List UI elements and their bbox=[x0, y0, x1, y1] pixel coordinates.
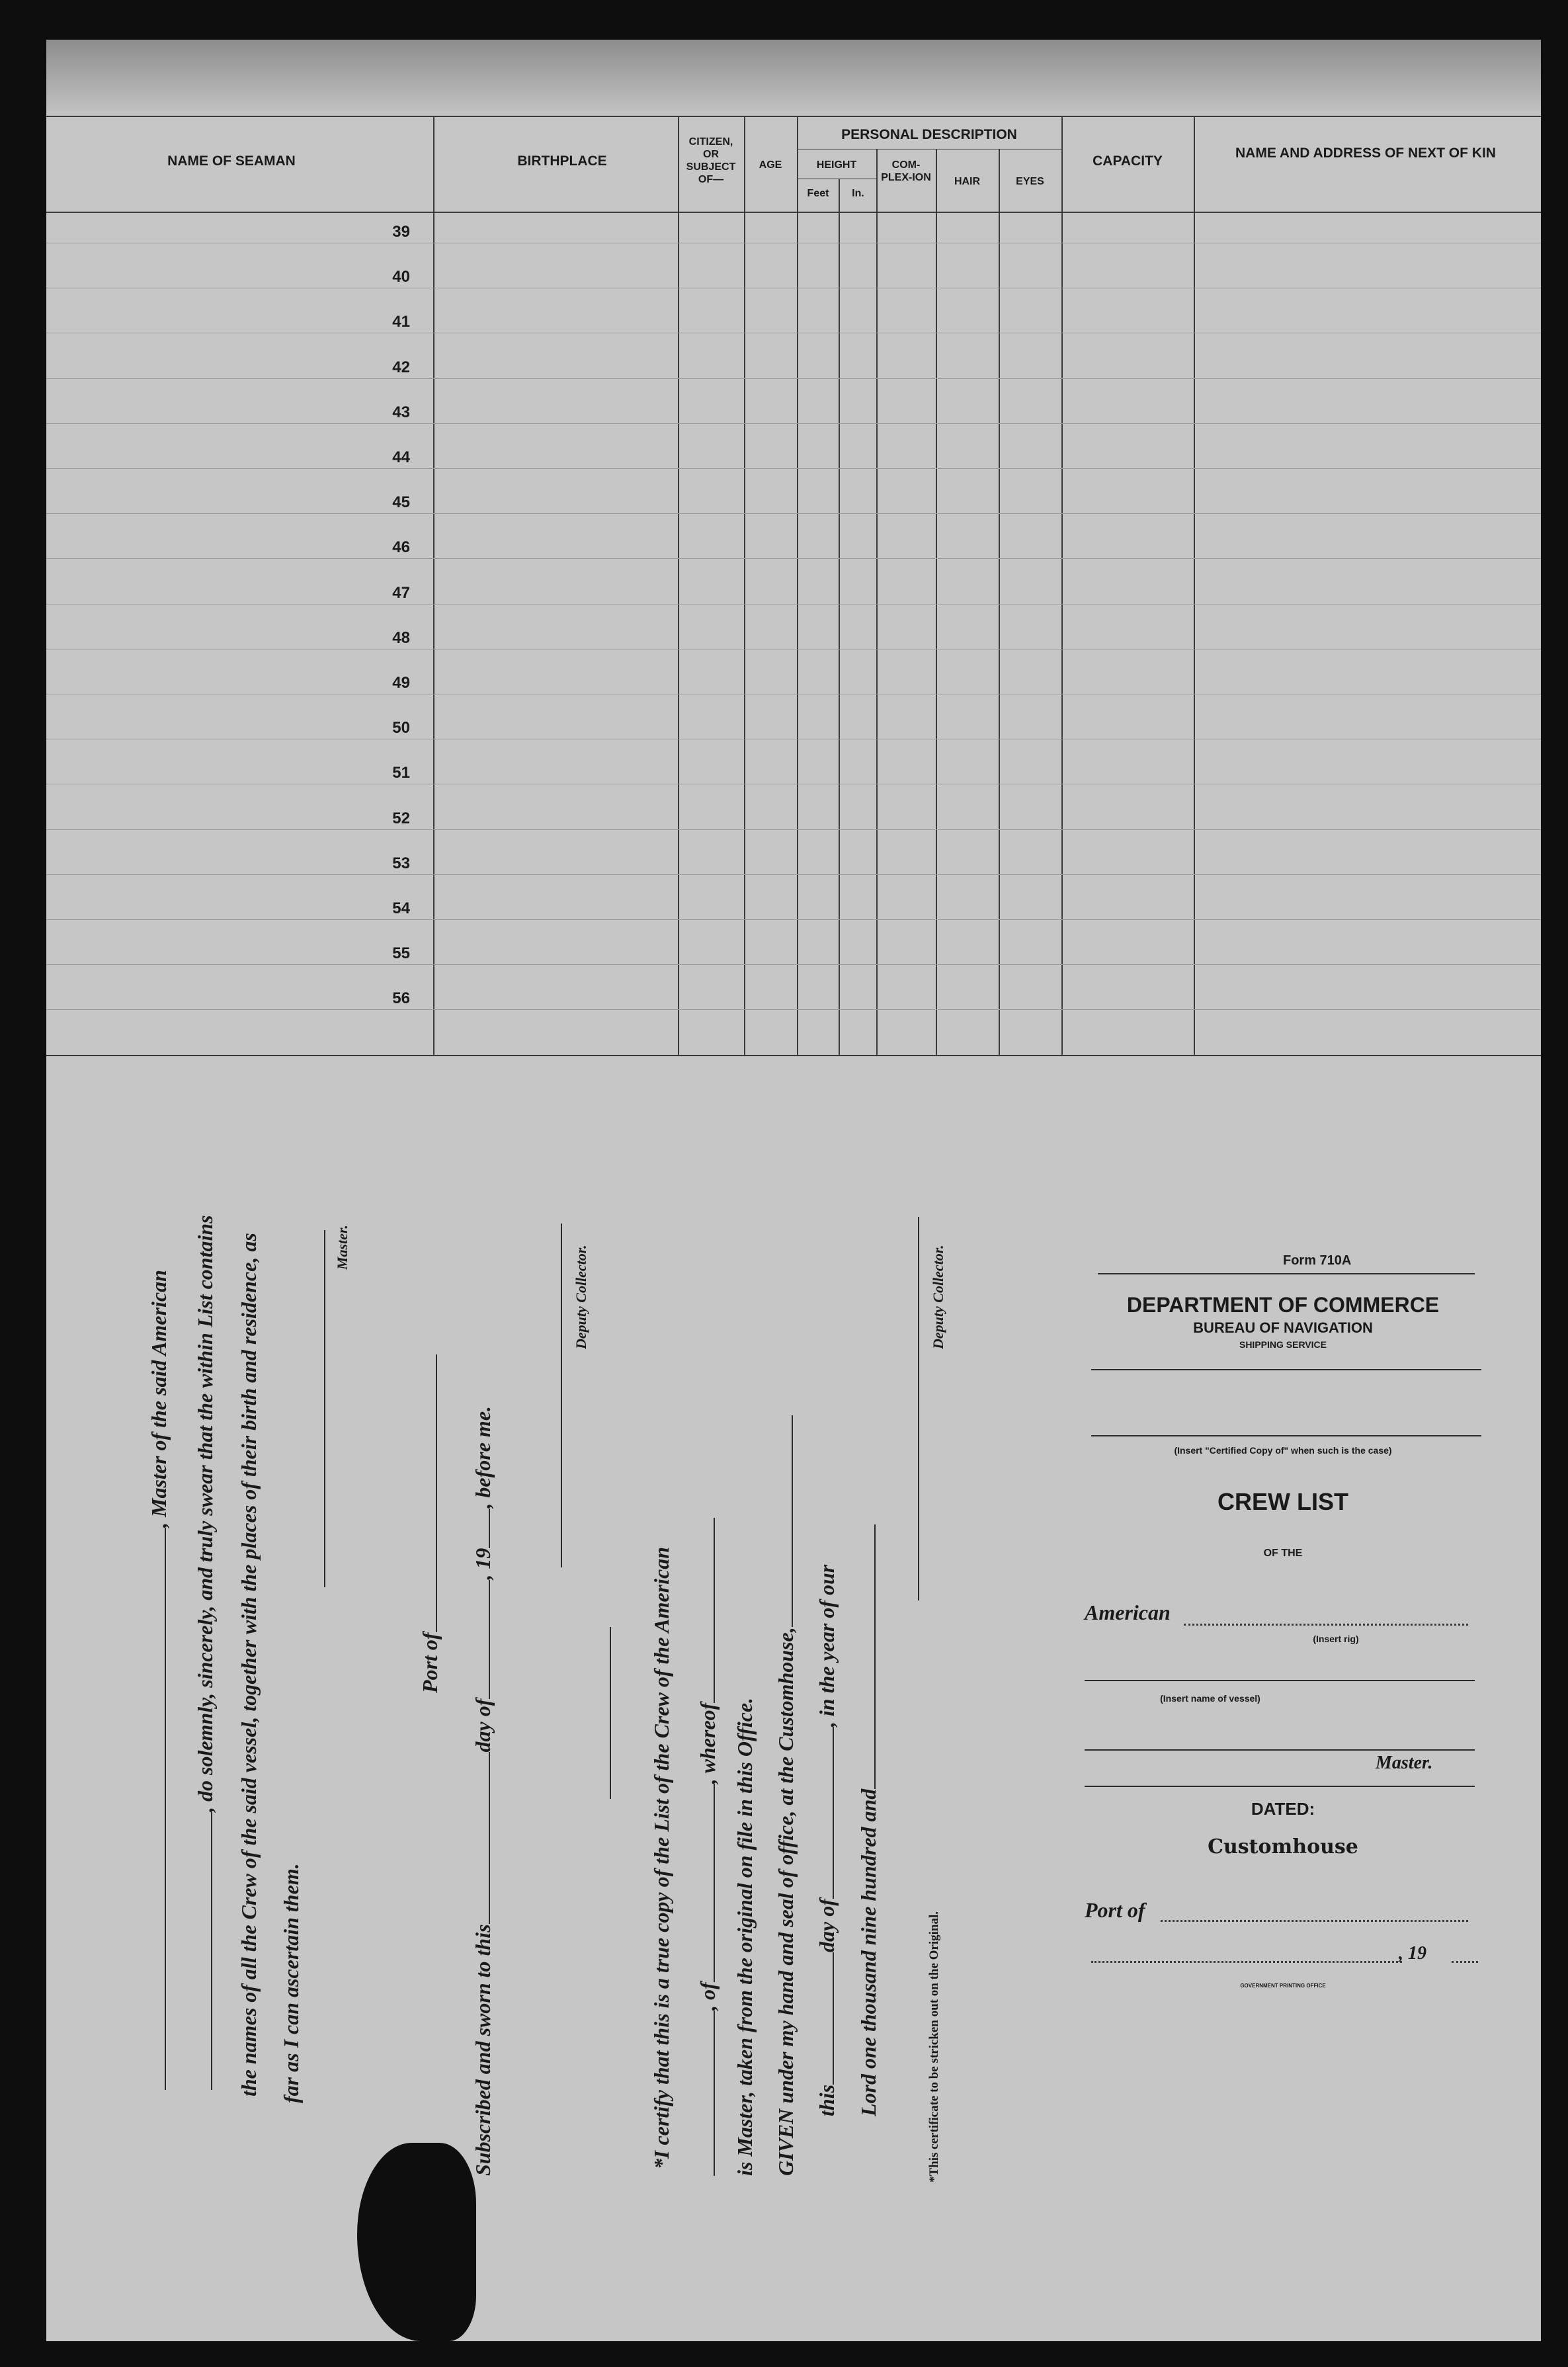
rig-field[interactable] bbox=[1184, 1624, 1468, 1626]
row-number: 56 bbox=[392, 989, 410, 1007]
customhouse-label: Customhouse bbox=[1208, 1835, 1358, 1858]
master-signature-line[interactable] bbox=[324, 1230, 325, 1587]
col-rule bbox=[839, 179, 840, 1055]
printing-office-note: GOVERNMENT PRINTING OFFICE bbox=[1240, 1983, 1326, 1989]
blank-line[interactable] bbox=[831, 1727, 834, 1899]
header-citizen: CITIZEN, OR SUBJECT OF— bbox=[686, 136, 736, 185]
header-complexion: COM-PLEX-ION bbox=[881, 159, 931, 183]
header-personal-description: PERSONAL DESCRIPTION bbox=[841, 127, 1017, 142]
blank-line[interactable] bbox=[712, 1784, 715, 1982]
header-height: HEIGHT bbox=[816, 159, 857, 171]
cert-line-2 bbox=[696, 1518, 720, 2176]
header-bottom-rule bbox=[46, 212, 1541, 213]
row-number: 51 bbox=[392, 764, 410, 782]
oath-line-4: far as I can ascertain them. bbox=[279, 1863, 303, 2103]
insert-rig-note: (Insert rig) bbox=[1313, 1634, 1359, 1644]
blank-line[interactable] bbox=[873, 1524, 876, 1789]
table-row bbox=[46, 378, 1541, 379]
cert-text: GIVEN under my hand and seal of office, at the Customhouse, bbox=[774, 1627, 798, 2176]
before-me-text: , before me. bbox=[471, 1405, 495, 1509]
port-of-text: Port of bbox=[418, 1632, 442, 1693]
table-row bbox=[46, 468, 1541, 469]
header-inches: In. bbox=[852, 188, 864, 199]
table-row bbox=[46, 558, 1541, 559]
row-number: 47 bbox=[392, 584, 410, 602]
cert-day-of-text: day of bbox=[815, 1899, 839, 1952]
cert-line-5 bbox=[815, 1565, 839, 2116]
cert-deputy-collector-label: Deputy Collector. bbox=[930, 1245, 946, 1349]
rule bbox=[1098, 1273, 1475, 1274]
insert-note: (Insert "Certified Copy of" when such is the case) bbox=[1174, 1445, 1392, 1456]
blank-line[interactable] bbox=[487, 1752, 490, 1924]
table-row bbox=[46, 829, 1541, 830]
bureau-title: BUREAU OF NAVIGATION bbox=[1193, 1319, 1373, 1336]
dated-label: DATED: bbox=[1251, 1799, 1315, 1819]
master-name-field[interactable] bbox=[1085, 1749, 1475, 1751]
table-row bbox=[46, 513, 1541, 514]
row-number: 45 bbox=[392, 493, 410, 511]
col-rule bbox=[433, 116, 434, 1055]
oath-line-1 bbox=[147, 1270, 171, 2090]
insert-vessel-note: (Insert name of vessel) bbox=[1160, 1693, 1260, 1704]
year-prefix: , 19 bbox=[1399, 1943, 1426, 1964]
cert-line-1 bbox=[649, 1547, 674, 2169]
deputy-collector-label: Deputy Collector. bbox=[573, 1245, 589, 1349]
american-label: American bbox=[1085, 1600, 1171, 1624]
header-eyes: EYES bbox=[1016, 176, 1044, 187]
rule bbox=[1085, 1786, 1475, 1787]
of-the-label: OF THE bbox=[1263, 1548, 1303, 1559]
crew-list-title: CREW LIST bbox=[1217, 1488, 1348, 1515]
deputy-signature-line[interactable] bbox=[561, 1224, 562, 1567]
table-bottom-rule bbox=[46, 1055, 1541, 1056]
cert-line-6 bbox=[856, 1524, 881, 2116]
insert-line[interactable] bbox=[1091, 1435, 1481, 1436]
col-rule bbox=[1061, 116, 1063, 1055]
year-prefix: , 19 bbox=[471, 1548, 495, 1580]
date-field[interactable] bbox=[1091, 1961, 1402, 1963]
insert-line[interactable] bbox=[1091, 1369, 1481, 1370]
cert-this-text: this bbox=[815, 2084, 839, 2116]
torn-top-edge bbox=[46, 40, 1541, 119]
row-number: 39 bbox=[392, 223, 410, 241]
port-field[interactable] bbox=[1161, 1920, 1468, 1922]
blank-line[interactable] bbox=[163, 1528, 166, 2090]
blank-line[interactable] bbox=[712, 2011, 715, 2176]
oath-line-3: the names of all the Crew of the said vessel, together with the places of their birth and residence, as bbox=[237, 1233, 261, 2097]
col-rule bbox=[797, 116, 798, 1055]
header-feet: Feet bbox=[807, 188, 829, 199]
col-rule bbox=[1194, 116, 1195, 1055]
row-number: 52 bbox=[392, 810, 410, 827]
row-number: 48 bbox=[392, 629, 410, 647]
subscribed-text: Subscribed and sworn to this bbox=[471, 1924, 495, 2176]
col-rule bbox=[744, 116, 745, 1055]
vessel-name-field[interactable] bbox=[1085, 1680, 1475, 1681]
row-number: 42 bbox=[392, 358, 410, 376]
blank-line[interactable] bbox=[831, 1952, 834, 2085]
blank-line[interactable] bbox=[487, 1509, 490, 1548]
header-hair: HAIR bbox=[954, 176, 981, 187]
master-label: Master. bbox=[1376, 1753, 1433, 1773]
row-number: 53 bbox=[392, 854, 410, 872]
row-number: 54 bbox=[392, 899, 410, 917]
row-number: 41 bbox=[392, 313, 410, 331]
year-field[interactable] bbox=[1452, 1961, 1478, 1963]
header-capacity: CAPACITY bbox=[1093, 153, 1163, 169]
oath-text: , do solemnly, sincerely, and truly swear that the within List contains bbox=[193, 1215, 217, 1812]
table-row bbox=[46, 423, 1541, 424]
row-number: 49 bbox=[392, 674, 410, 692]
row-number: 55 bbox=[392, 944, 410, 962]
cert-line-3: is Master, taken from the original on file in this Office. bbox=[733, 1697, 757, 2176]
header-next-of-kin: NAME AND ADDRESS OF NEXT OF KIN bbox=[1235, 145, 1496, 161]
table-row bbox=[46, 919, 1541, 920]
blank-line[interactable] bbox=[487, 1580, 490, 1699]
master-label: Master. bbox=[334, 1225, 351, 1270]
port-of-label: Port of bbox=[1085, 1898, 1145, 1922]
row-number: 46 bbox=[392, 538, 410, 556]
cert-text: *I certify that this is a true copy of the List of the Crew of the American bbox=[649, 1546, 673, 2169]
cert-footnote: *This certificate to be stricken out on the Original. bbox=[927, 1911, 941, 2182]
table-row bbox=[46, 1009, 1541, 1010]
row-number: 50 bbox=[392, 719, 410, 737]
department-title: DEPARTMENT OF COMMERCE bbox=[1126, 1293, 1440, 1317]
blank-line[interactable] bbox=[790, 1415, 793, 1627]
cert-whereof-text: , whereof bbox=[696, 1702, 720, 1784]
crew-list-cover bbox=[1071, 1237, 1495, 1997]
oath-line-2 bbox=[193, 1215, 218, 2090]
row-number: 40 bbox=[392, 268, 410, 286]
row-number: 43 bbox=[392, 403, 410, 421]
seal-line bbox=[610, 1627, 611, 1799]
table-row bbox=[46, 874, 1541, 875]
subscribed-line bbox=[471, 1406, 495, 2176]
col-rule bbox=[678, 116, 679, 1055]
form-number: Form 710A bbox=[1283, 1253, 1352, 1268]
table-row bbox=[46, 964, 1541, 965]
oath-port-line bbox=[418, 1354, 442, 1693]
blank-line[interactable] bbox=[434, 1354, 437, 1632]
row-number: 44 bbox=[392, 448, 410, 466]
header-name-of-seaman: NAME OF SEAMAN bbox=[167, 153, 296, 169]
cert-of-text: , of bbox=[696, 1982, 720, 2011]
table-top-rule bbox=[46, 116, 1541, 117]
blank-line[interactable] bbox=[712, 1518, 715, 1703]
cert-in-year-text: , in the year of our bbox=[815, 1564, 839, 1727]
blank-line[interactable] bbox=[210, 1812, 212, 2090]
header-birthplace: BIRTHPLACE bbox=[517, 153, 607, 169]
day-of-text: day of bbox=[471, 1698, 495, 1753]
cert-line-4 bbox=[774, 1415, 798, 2176]
service-title: SHIPPING SERVICE bbox=[1239, 1339, 1327, 1350]
cert-signature-line[interactable] bbox=[918, 1217, 919, 1600]
header-age: AGE bbox=[759, 159, 782, 171]
cert-lord-text: Lord one thousand nine hundred and bbox=[856, 1788, 880, 2116]
oath-text: , Master of the said American bbox=[147, 1270, 171, 1528]
